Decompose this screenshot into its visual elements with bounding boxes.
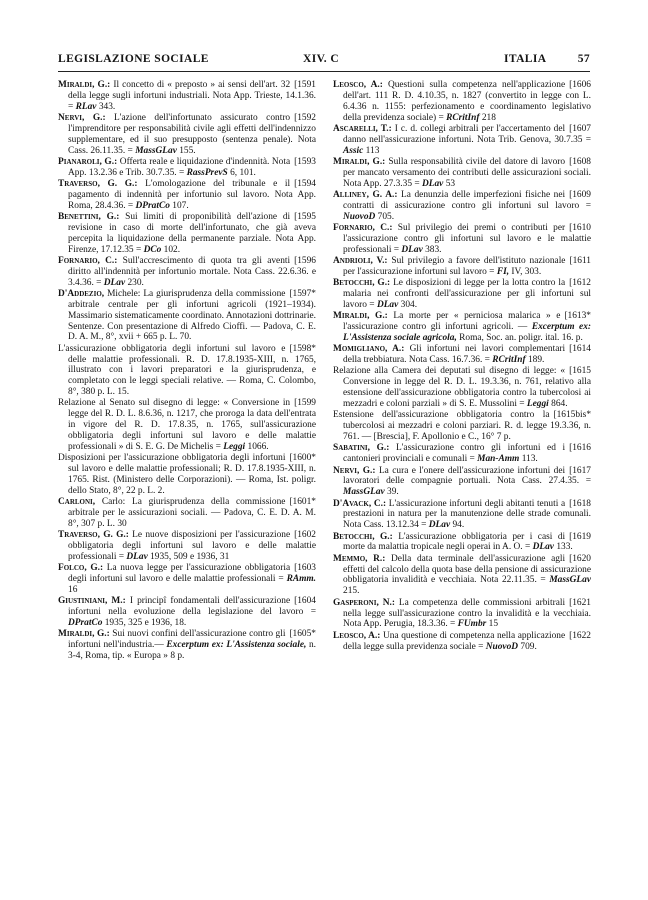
entry-journal: Leggi bbox=[223, 441, 246, 452]
entry-journal: RassPrevS bbox=[186, 167, 228, 178]
entry-text: Sulla responsabilità civile del datore di lavoro per mancato versamento dei contributi delle assicurazioni sociali. Nota App. 27.3.35 = bbox=[343, 156, 591, 189]
entry-journal: MassGLav bbox=[135, 145, 177, 156]
entry-citation: 864. bbox=[551, 398, 568, 409]
entry-author: Traverso, G. G.: bbox=[58, 530, 129, 541]
entry-text: Disposizioni per l'assicurazione obbligatoria degli infortuni sul lavoro e delle malattie professionali; R. D. 17.8.1935-XIII, n. 1765. Rist. (Ministero delle Corporazioni). — Roma, Ist. poligr. dello Stato, 8°, 22 p. L. 2. bbox=[58, 453, 316, 496]
entry-citation: 155. bbox=[179, 145, 196, 156]
entry-citation: 709. bbox=[520, 641, 537, 652]
entry-author: Folco, G.: bbox=[58, 563, 104, 574]
entry-journal: FUmbr bbox=[457, 619, 487, 630]
entry-number: [1615 bbox=[569, 366, 591, 377]
entry-author: Nervi, G.: bbox=[58, 113, 106, 124]
entry-citation: 705. bbox=[377, 211, 395, 222]
entry-author: Pianaroli, G.: bbox=[58, 156, 118, 167]
entry-journal: RLav bbox=[75, 101, 97, 112]
running-header bbox=[58, 50, 590, 70]
bibliography-entry bbox=[58, 563, 316, 596]
entry-text: L'assicurazione obbligatoria per i casi di morte da malattia tropicale negli operai in A. O. = bbox=[343, 531, 566, 553]
entry-text: Sull'accrescimento di quota tra gli aventi diritto all'indennità per infortunio mortale. Nota Cass. 22.6.36. e 3.4.36. = bbox=[68, 256, 316, 288]
entry-citation: 113. bbox=[521, 454, 538, 465]
entry-text: Sul privilegio a favore dell'istituto nazionale per l'assicurazione infortuni sul lavoro = bbox=[343, 256, 566, 277]
entry-number: [1613* bbox=[564, 311, 591, 322]
bibliography-entry bbox=[58, 344, 316, 398]
bibliography-entry bbox=[58, 596, 316, 629]
entry-text: La denunzia delle imperfezioni fisiche nei contratti di assicurazione contro gli infortuni sul lavoro = bbox=[343, 189, 591, 211]
bibliography-entry bbox=[333, 466, 591, 499]
entry-author: Betocchi, G.: bbox=[333, 531, 393, 542]
entry-author: Miraldi, G.: bbox=[333, 156, 386, 167]
bibliography-entry bbox=[58, 157, 316, 179]
bibliography-entry bbox=[333, 157, 591, 190]
entry-journal: NuovoD bbox=[485, 641, 519, 652]
entry-author: Momigliano, A.: bbox=[333, 344, 405, 355]
entry-citation: 39. bbox=[387, 487, 399, 498]
entry-citation: 53 bbox=[445, 178, 456, 189]
entry-citation: 304. bbox=[400, 299, 418, 310]
entry-number: [1597* bbox=[289, 289, 316, 300]
entry-journal: DLav bbox=[428, 520, 451, 531]
entry-author: Leosco, A.: bbox=[333, 80, 383, 90]
bibliography-entry bbox=[58, 530, 316, 563]
bibliography-entry bbox=[333, 311, 591, 344]
entry-journal: Man-Amm bbox=[477, 454, 520, 465]
bibliography-entry bbox=[333, 278, 591, 311]
entry-journal: DLav bbox=[103, 277, 126, 288]
entry-journal: MassGLav bbox=[549, 575, 591, 586]
entry-journal: NuovoD bbox=[343, 211, 376, 222]
entry-author: Miraldi, G.: bbox=[333, 311, 388, 322]
entry-text: Offerta reale e liquidazione d'indennità. Nota App. 13.2.36 e Trib. 30.7.35. = bbox=[68, 156, 291, 178]
entry-text: I principî fondamentali dell'assicurazione infortuni nella evoluzione della legislazione del lavoro = bbox=[68, 596, 316, 617]
bibliography-entry bbox=[58, 212, 316, 255]
entry-text: La cura e l'onere dell'assicurazione infortuni dei lavoratori delle compagnie portuali. Nota Cass. 27.4.35. = bbox=[343, 465, 591, 487]
entry-text: Sui limiti di proponibilità dell'azione di revisione in caso di morte dell'infortunato, che già aveva percepita la liquidazione della permanente parziale. Nota App. Firenze, 17.12.35 = bbox=[68, 212, 316, 255]
entry-number: [1598* bbox=[289, 343, 316, 354]
entry-author: D'Addezio, bbox=[58, 289, 105, 300]
entry-text: Una questione di competenza nella applicazione della legge sulla previdenza sociale = bbox=[343, 630, 566, 652]
entry-journal: DLav bbox=[401, 244, 423, 255]
entry-citation: 15 bbox=[488, 619, 499, 630]
entry-number: [1616 bbox=[569, 443, 591, 454]
entry-journal: RAmm. bbox=[286, 573, 316, 584]
bibliography-entry bbox=[333, 80, 591, 123]
entry-number: [1603 bbox=[294, 563, 316, 574]
entry-number: [1591 bbox=[294, 80, 316, 90]
entry-author: Fornario, C.: bbox=[58, 256, 118, 266]
entry-number: [1609 bbox=[569, 189, 591, 200]
entry-citation: 6, 101. bbox=[230, 167, 256, 178]
entry-citation: 94. bbox=[452, 520, 465, 531]
entry-citation: n. 3-4, Roma, tip. « Europa » 8 p. bbox=[68, 640, 316, 661]
bibliography-entry bbox=[58, 398, 316, 452]
header-section-title: LEGISLAZIONE SOCIALE bbox=[58, 53, 209, 65]
entry-journal: DLav bbox=[126, 551, 148, 562]
entry-journal: RCritInf bbox=[492, 355, 526, 366]
entry-citation: 133. bbox=[556, 542, 573, 553]
bibliography-entry bbox=[58, 80, 316, 113]
entry-citation: IV, 303. bbox=[511, 266, 542, 277]
entry-text: La morte per « perniciosa malarica » e l'assicurazione contro gli infortuni agricoli. — bbox=[343, 311, 561, 333]
entry-citation: 1066. bbox=[247, 441, 269, 452]
bibliography-entry bbox=[333, 344, 591, 366]
header-section-code: XIV. C bbox=[303, 53, 340, 65]
bibliography-entry bbox=[333, 443, 591, 465]
bibliography-entry bbox=[333, 256, 591, 278]
entry-journal: Excerptum ex: L'Assistenza sociale, bbox=[166, 640, 307, 651]
entry-number: [1617 bbox=[569, 465, 591, 476]
bibliography-entry bbox=[333, 190, 591, 223]
bibliography-entry bbox=[58, 497, 316, 530]
entry-author: Ascarelli, T.: bbox=[333, 123, 392, 134]
bibliography-entry bbox=[333, 223, 591, 256]
bibliography-entry bbox=[58, 289, 316, 343]
entry-citation: 113 bbox=[365, 145, 380, 156]
entry-number: [1601* bbox=[289, 497, 316, 508]
right-column bbox=[333, 80, 591, 810]
bibliography-entry bbox=[333, 554, 591, 597]
entry-text: Relazione al Senato sul disegno di legge: « Conversione in legge del R. D. L. 8.6.36, n. 1217, che proroga la data dell'entrata in vigore del R. D. 17.8.35, n. 1765, sull'assicurazione obbligatoria degli infortuni sul lavoro e delle malattie professionali » di S. E. G. De Michelis = bbox=[58, 398, 316, 452]
entry-journal: DCo bbox=[143, 244, 162, 255]
entry-text: Il concetto di « preposto » ai sensi dell'art. 32 della legge sugli infortuni industriali. Nota App. Trieste, 14.1.36. = bbox=[68, 80, 316, 112]
entry-number: [1596 bbox=[294, 256, 316, 266]
entry-number: [1620 bbox=[569, 553, 591, 564]
entry-journal: Excerptum ex: L'Assistenza sociale agricola, bbox=[343, 322, 591, 343]
entry-citation: 343. bbox=[98, 101, 116, 112]
entry-number: [1607 bbox=[569, 123, 591, 134]
entry-author: Giustiniani, M.: bbox=[58, 596, 126, 607]
entry-author: Leosco, A.: bbox=[333, 630, 381, 641]
entry-text: La competenza delle commissioni arbitrali nella legge sull'assicurazione contro la invalidità e la vecchiaia. Nota App. Perugia, 18.3.36. = bbox=[343, 597, 591, 630]
entry-journal: DPratCo bbox=[135, 200, 170, 211]
entry-text: L'assicurazione obbligatoria degli infortuni sul lavoro e delle malattie professionali. R. D. 17.8.1935-XIII, n. 1765, illustrato con i lavori preparatori e la giurisprudenza, e completato con le leggi speciali relative. — Roma, C. Colombo, 8°, 380 p. L. 15. bbox=[58, 343, 316, 398]
entry-author: D'Avack, C.: bbox=[333, 498, 387, 509]
entry-author: Fornario, C.: bbox=[333, 222, 393, 233]
entry-author: Carloni, bbox=[58, 497, 96, 508]
entry-number: [1608 bbox=[569, 156, 591, 167]
entry-author: Memmo, R.: bbox=[333, 553, 386, 564]
entry-text: Sul privilegio dei premi o contributi per l'assicurazione contro gli infortuni sul lavoro e le malattie professionali = bbox=[343, 222, 591, 255]
entry-author: Nervi, G.: bbox=[333, 465, 376, 476]
bibliography-entry bbox=[58, 629, 316, 662]
entry-author: Sabatini, G.: bbox=[333, 443, 390, 454]
entry-journal: DLav bbox=[376, 299, 399, 310]
entry-citation: 189. bbox=[527, 355, 545, 366]
entry-citation: 218 bbox=[481, 112, 496, 123]
entry-text: Estensione dell'assicurazione obbligatoria contro la tubercolosi ai mezzadri e coloni parziari. R. d. legge 19.3.36, n. 761. — [Brescia], F. Apollonio e C., 16° 7 p. bbox=[333, 410, 591, 442]
bibliography-entry bbox=[333, 532, 591, 554]
entry-journal: FI, bbox=[496, 266, 510, 277]
entry-journal: DLav bbox=[421, 178, 444, 189]
entry-author: Benettini, G.: bbox=[58, 212, 120, 223]
bibliography-entry bbox=[58, 179, 316, 212]
entry-citation: 383. bbox=[425, 244, 442, 255]
entry-journal: RCritInf bbox=[446, 112, 480, 123]
bibliography-entry bbox=[333, 598, 591, 631]
entry-journal: Leggi bbox=[526, 398, 549, 409]
entry-text: Sui nuovi confini dell'assicurazione contro gli infortuni nell'industria.— bbox=[68, 629, 286, 651]
entry-citation: 1935, 509 e 1936, 31 bbox=[150, 551, 230, 562]
entry-journal: DLav bbox=[532, 542, 554, 553]
entry-author: Miraldi, G.: bbox=[58, 629, 110, 640]
bibliography-entry bbox=[58, 256, 316, 289]
entry-text: La nuova legge per l'assicurazione obbligatoria degli infortuni sul lavoro e delle malattie professionali = bbox=[68, 563, 291, 584]
entry-author: Traverso, G. G.: bbox=[58, 179, 138, 190]
entry-number: [1599 bbox=[294, 398, 316, 409]
bibliography-entry bbox=[333, 410, 591, 443]
entry-text: Le nuove disposizioni per l'assicurazione obbligatoria degli infortuni sul lavoro e delle malattie professionali = bbox=[68, 530, 316, 562]
entry-number: [1605* bbox=[289, 629, 316, 640]
entry-text: Questioni sulla competenza nell'applicazione dell'art. 111 R. D. 4.10.35, n. 1827 (convertito in legge con L. 6.4.36 n. 1155: perfezionamento e coordinamento legislativo della previdenza sociale) = bbox=[343, 80, 591, 123]
entry-author: Gasperoni, N.: bbox=[333, 597, 395, 608]
entry-citation: 102. bbox=[163, 244, 181, 255]
entry-number: [1595 bbox=[294, 212, 316, 223]
header-country: ITALIA bbox=[504, 53, 547, 65]
entry-text: I c. d. collegi arbitrali per l'accertamento del danno nell'assicurazione infortuni. Nota Trib. Genova, 30.7.35 = bbox=[343, 123, 591, 145]
entry-number: [1604 bbox=[294, 596, 316, 607]
entry-number: [1618 bbox=[569, 498, 591, 509]
bibliography-entry bbox=[58, 113, 316, 156]
bibliography-entry bbox=[333, 366, 591, 409]
entry-author: Andrioli, V.: bbox=[333, 256, 388, 266]
entry-journal: MassGLav bbox=[343, 487, 385, 498]
entry-number: [1615bis* bbox=[553, 410, 591, 421]
entry-text: Relazione alla Camera dei deputati sul disegno di legge: « Conversione in legge del R. D. L. 19.3.36, n. 761, relativo alla estensione dell'assicurazione obbligatoria contro la tubercolosi ai mezzadri e coloni parziali » di S. E. Mussolini = bbox=[333, 366, 591, 409]
entry-text: L'omologazione del tribunale e il pagamento di indennità per infortunio sul lavoro. Nota App. Roma, 28.4.36. = bbox=[68, 179, 316, 211]
entry-citation: 107. bbox=[172, 200, 189, 211]
entry-journal: Assic bbox=[343, 145, 364, 156]
bibliography-entry bbox=[333, 631, 591, 653]
entry-number: [1619 bbox=[569, 531, 591, 542]
entry-author: Alliney, G. A.: bbox=[333, 189, 398, 200]
entry-citation: 215. bbox=[343, 586, 360, 597]
bibliography-entry bbox=[333, 499, 591, 532]
bibliography-entry bbox=[333, 124, 591, 157]
left-column bbox=[58, 80, 316, 810]
entry-text: Michele: La giurisprudenza della commissione arbitrale centrale per gli infortuni agricoli (1921–1934). Massimario sistematicamente coordinato. Annotazioni dottrinarie. Sentenze. Con presentazione di Alfredo Cioffi. — Padova, C. E. D. A. M., 8°, xvii + 665 p. L. 70. bbox=[68, 289, 316, 343]
entry-number: [1602 bbox=[294, 530, 316, 541]
entry-author: Betocchi, G.: bbox=[333, 278, 391, 289]
entry-text: L'assicurazione infortuni degli abitanti tenuti a prestazioni in natura per la manutenzione delle strade comunali. Nota Cass. 13.12.34 = bbox=[343, 498, 591, 531]
entry-citation: Roma, Soc. an. poligr. ital. 16. p. bbox=[459, 332, 583, 343]
entry-citation: 16 bbox=[68, 584, 78, 595]
bibliography-entry bbox=[58, 453, 316, 496]
entry-text: L'assicurazione contro gli infortuni ed i cantonieri provinciali e comunali = bbox=[343, 443, 566, 465]
entry-citation: 1935, 325 e 1936, 18. bbox=[104, 617, 187, 628]
entry-number: [1614 bbox=[569, 344, 591, 355]
entry-number: [1611 bbox=[569, 256, 591, 266]
entry-number: [1594 bbox=[294, 179, 316, 190]
entry-number: [1610 bbox=[569, 222, 591, 233]
entry-text: Gli infortuni nei lavori complementari della trebbiatura. Nota Cass. 16.7.36. = bbox=[343, 344, 566, 366]
entry-number: [1606 bbox=[569, 80, 591, 90]
entry-text: Carlo: La giurisprudenza della commissione arbitrale per le assicurazioni sociali. — Padova, C. E. D. A. M. 8°, 307 p. L. 30 bbox=[68, 497, 316, 529]
page-number: 57 bbox=[577, 53, 590, 65]
entry-journal: DPratCo bbox=[68, 617, 103, 628]
entry-number: [1592 bbox=[294, 113, 316, 124]
entry-text: Della data terminale dell'assicurazione agli effetti del calcolo della quota base della pensione di assicurazione obbligatoria invalidità e vecchiaia. Nota 22.11.35. = bbox=[343, 553, 591, 586]
entry-author: Miraldi, G.: bbox=[58, 80, 111, 90]
entry-number: [1593 bbox=[294, 156, 316, 167]
entry-number: [1622 bbox=[569, 630, 591, 641]
entry-text: Le disposizioni di legge per la lotta contro la malaria nei confronti dell'assicurazione per gli infortuni sul lavoro = bbox=[343, 278, 591, 310]
entry-citation: 230. bbox=[127, 277, 144, 288]
header-rule bbox=[58, 71, 590, 72]
entry-text: L'azione dell'infortunato assicurato contro l'imprenditore per responsabilità civile agli effetti dell'indennizzo supplementare, ed il suo presupposto (sentenza penale). Nota Cass. 26.11.35. = bbox=[68, 113, 316, 156]
entry-number: [1612 bbox=[569, 278, 591, 289]
entry-number: [1621 bbox=[569, 597, 591, 608]
entry-number: [1600* bbox=[289, 453, 316, 464]
